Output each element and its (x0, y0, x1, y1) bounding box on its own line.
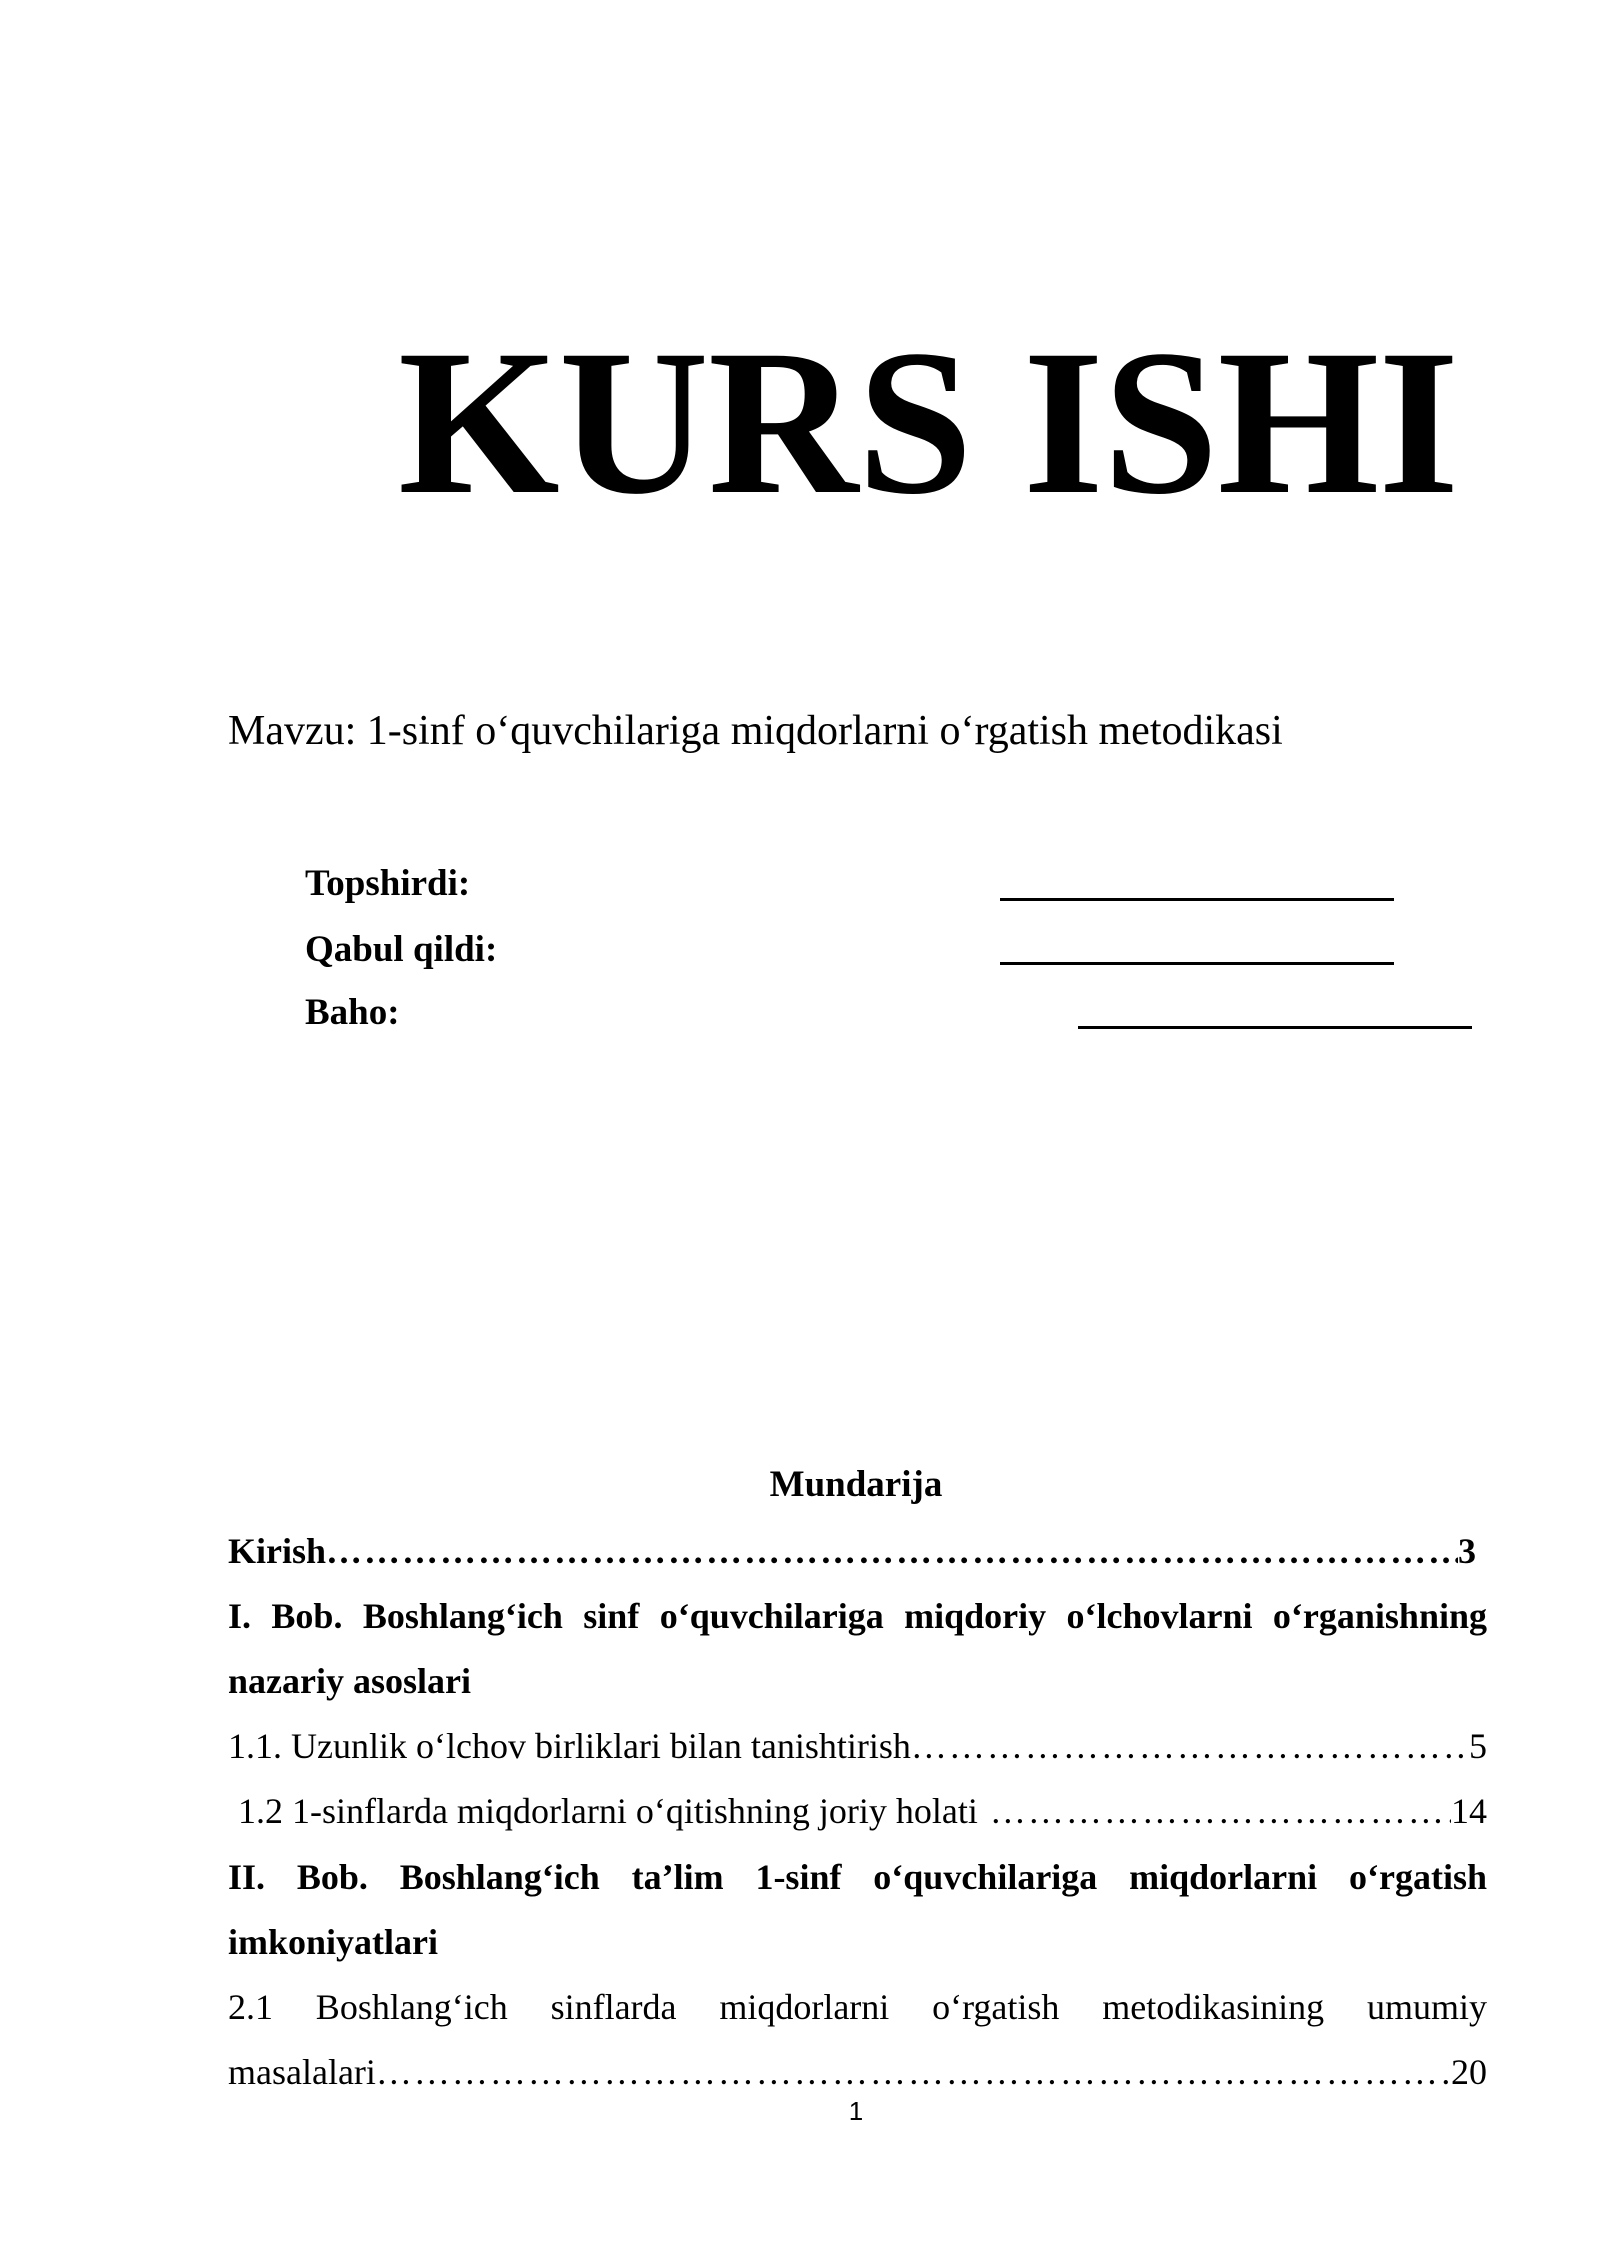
toc-chapter-1-line1: I. Bob. Boshlang‘ich sinf o‘quvchilariga miqdoriy o‘lchovlarni o‘rganishning (228, 1596, 1487, 1636)
toc-entry-page: 3 (1458, 1531, 1476, 1571)
toc-entry-text: 1.1. Uzunlik o‘lchov birliklari bilan tanishtirish (228, 1726, 911, 1766)
signature-line-submitted (1000, 898, 1394, 901)
toc-entry-2-1-line2 (228, 2051, 1487, 2094)
toc-entry-text: Kirish (228, 1531, 327, 1571)
toc-chapter-1-line2: nazariy asoslari (228, 1661, 471, 1701)
toc-entry-2-1-line1: 2.1 Boshlang‘ich sinflarda miqdorlarni o‘rgatish metodikasining umumiy (228, 1987, 1487, 2027)
signature-line-grade (1078, 1026, 1472, 1029)
toc-entry-page: 20 (1451, 2052, 1487, 2092)
page-number: 1 (848, 2096, 864, 2126)
toc-chapter-2-line1: II. Bob. Boshlang‘ich ta’lim 1-sinf o‘quvchilariga miqdorlarni o‘rgatish (228, 1857, 1487, 1897)
dot-leader (990, 1790, 1451, 1833)
toc-chapter-2-line2: imkoniyatlari (228, 1922, 439, 1962)
page-title: KURS ISHI (398, 307, 1459, 537)
toc-entry-text: 1.2 1-sinflarda miqdorlarni o‘qitishning joriy holati (238, 1791, 978, 1831)
toc-entry-1-1 (228, 1725, 1487, 1768)
signature-label-accepted: Qabul qildi: (305, 929, 498, 970)
signature-label-submitted: Topshirdi: (305, 863, 471, 904)
signature-label-grade: Baho: (305, 992, 400, 1033)
toc-entry-page: 14 (1451, 1791, 1487, 1831)
topic-line: Mavzu: 1-sinf o‘quvchilariga miqdorlarni o‘rgatish metodikasi (228, 708, 1283, 754)
dot-leader (376, 2051, 1451, 2094)
toc-entry-intro (228, 1530, 1476, 1573)
dot-leader (326, 1530, 1458, 1573)
toc-heading: Mundarija (769, 1464, 943, 1505)
signature-line-accepted (1000, 962, 1394, 965)
toc-entry-text: masalalari (228, 2052, 376, 2092)
toc-entry-page: 5 (1469, 1726, 1487, 1766)
toc-entry-1-2 (238, 1790, 1487, 1833)
dot-leader (911, 1725, 1469, 1768)
